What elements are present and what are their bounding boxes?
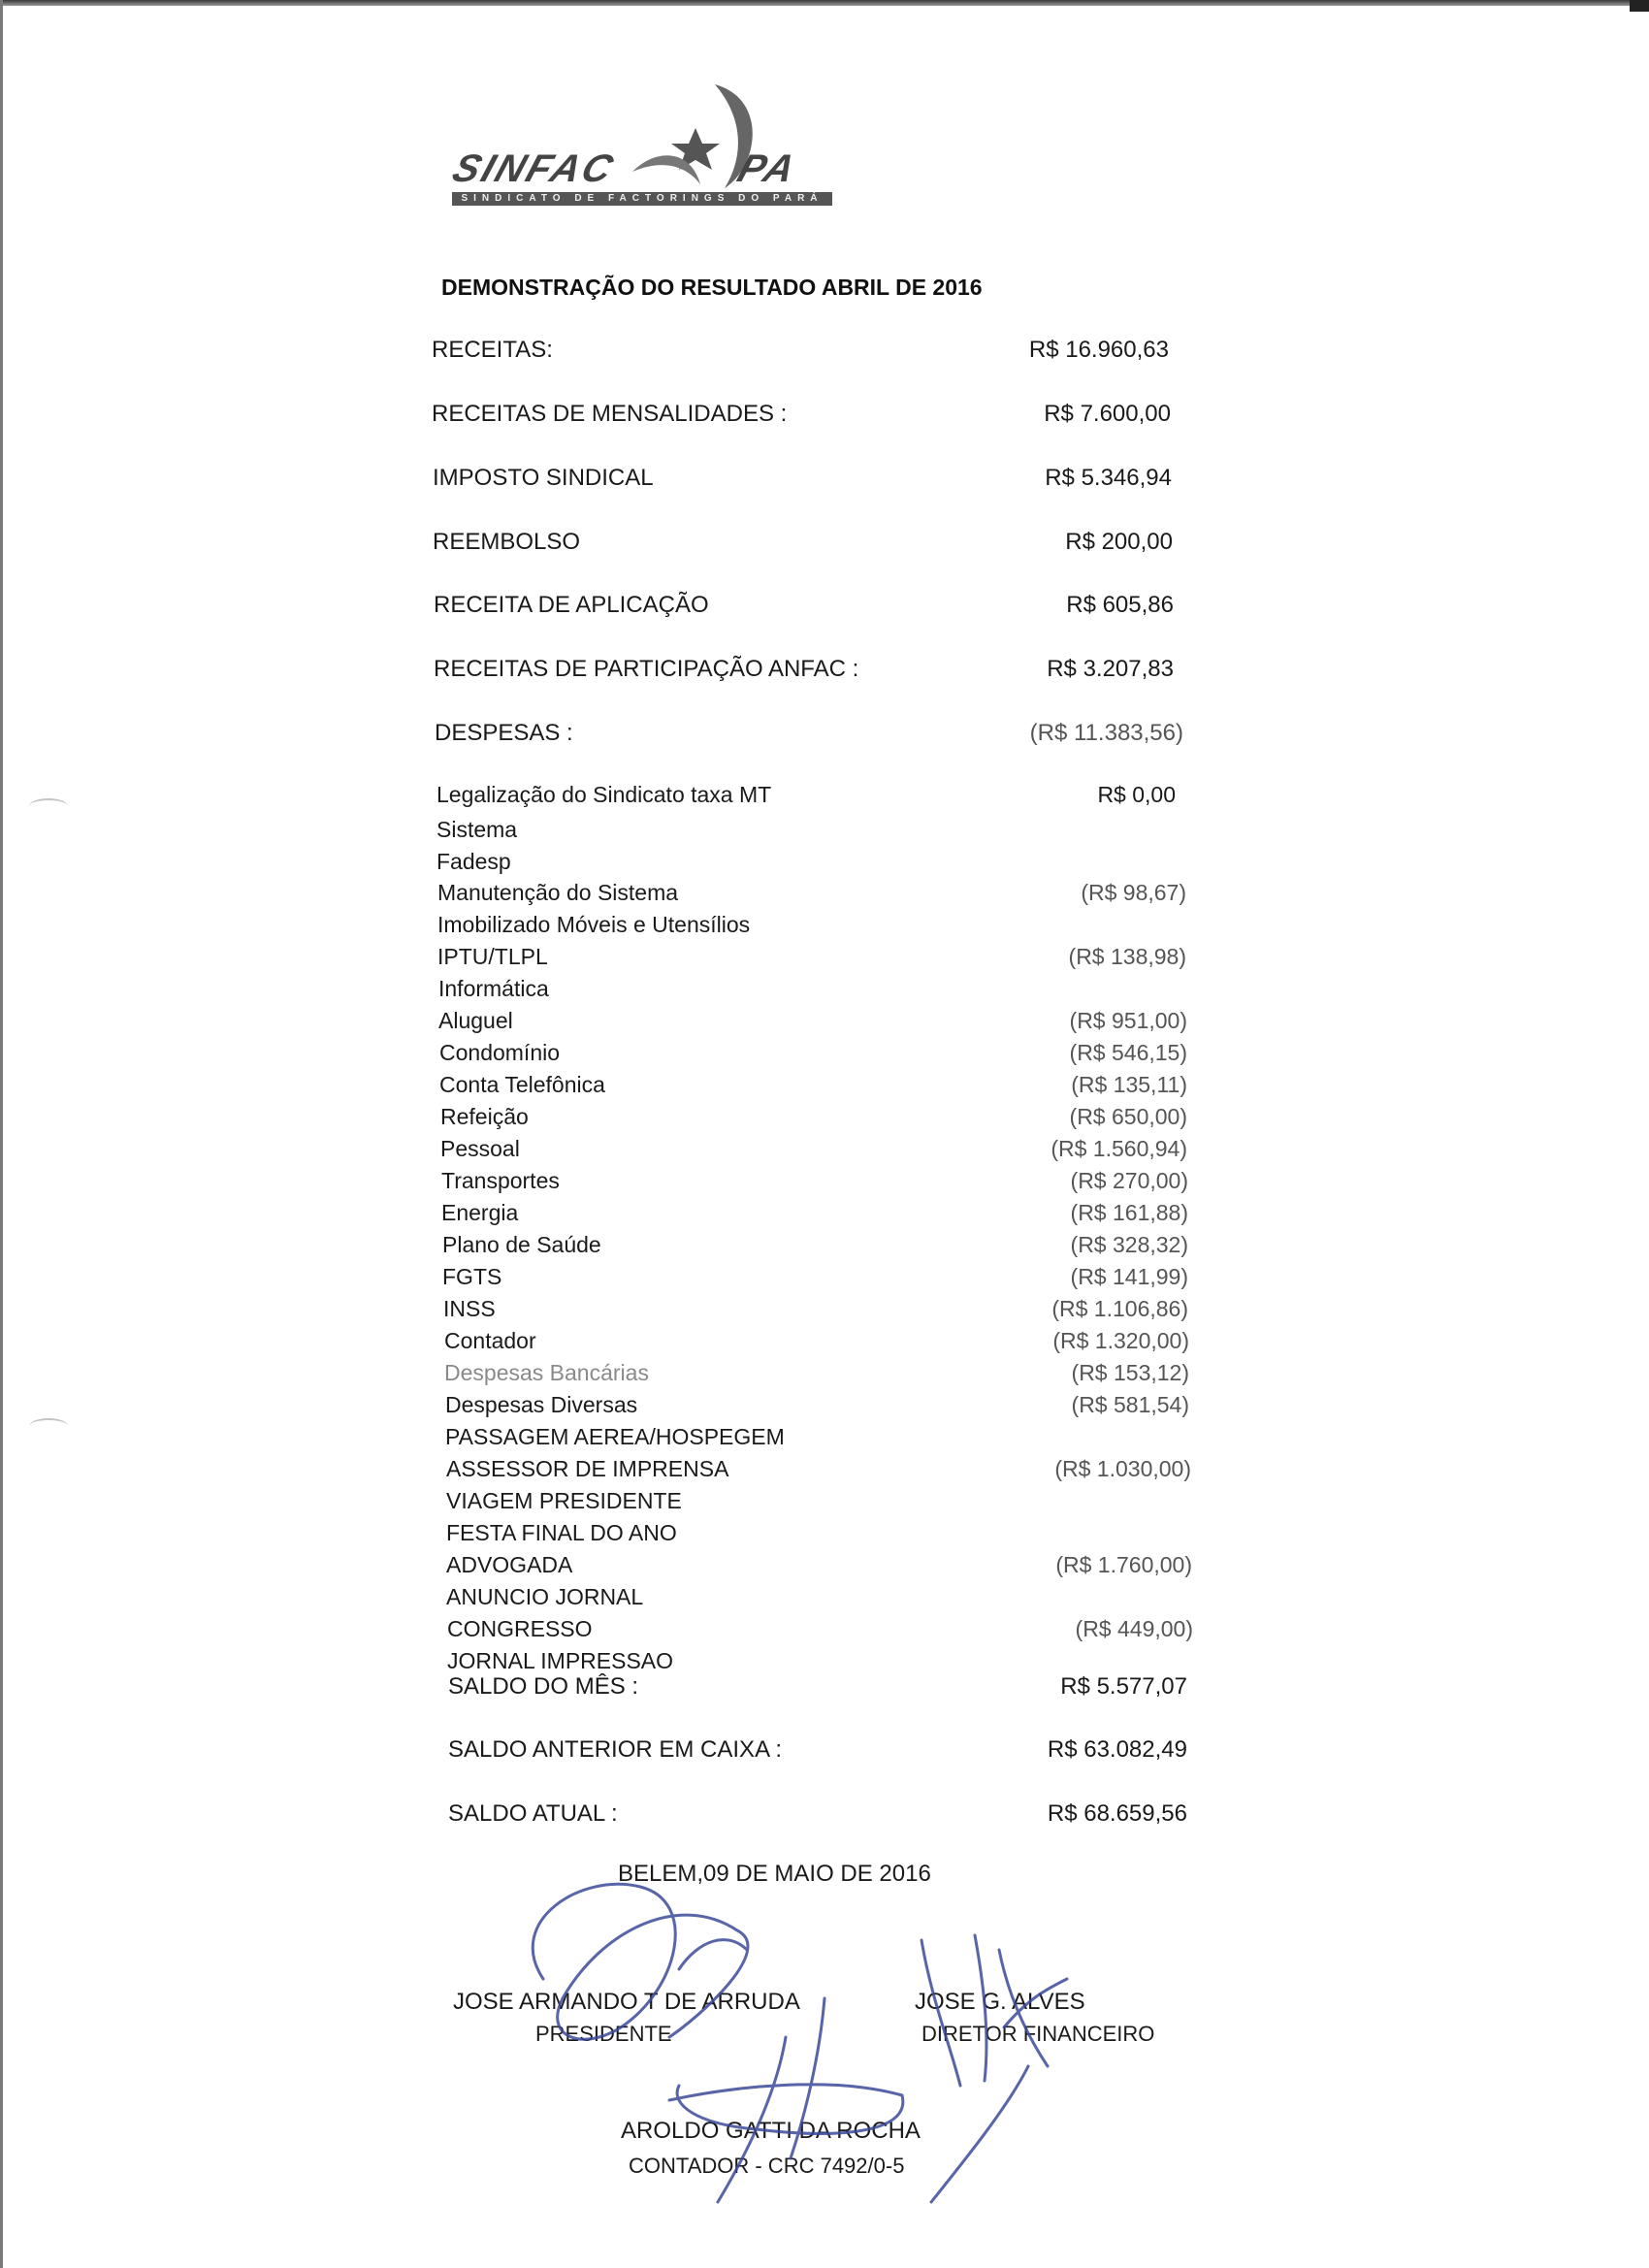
expense-row <box>436 814 1185 845</box>
scan-corner <box>1630 0 1649 12</box>
row-value: (R$ 1.560,94) <box>1051 1136 1187 1161</box>
row-label: Conta Telefônica <box>439 1072 605 1097</box>
expense-row <box>436 779 1176 810</box>
row-label: SALDO ATUAL : <box>448 1800 618 1827</box>
row-label: PASSAGEM AEREA/HOSPEGEM <box>445 1424 785 1449</box>
expense-row <box>445 1421 1189 1452</box>
expense-row <box>445 1389 1189 1420</box>
row-value: (R$ 1.320,00) <box>1052 1328 1189 1353</box>
revenue-row <box>434 589 1174 622</box>
signatory-name-president: JOSE ARMANDO T DE ARRUDA <box>453 1989 800 2015</box>
row-label: ANUNCIO JORNAL <box>446 1584 644 1609</box>
expense-row <box>436 846 1185 877</box>
row-label: SALDO ANTERIOR EM CAIXA : <box>448 1736 783 1763</box>
row-label: Energia <box>441 1200 519 1225</box>
row-label: RECEITAS DE PARTICIPAÇÃO ANFAC : <box>434 656 859 682</box>
row-value: (R$ 1.030,00) <box>1054 1456 1191 1481</box>
row-value: (R$ 138,98) <box>1068 944 1186 969</box>
row-value: (R$ 546,15) <box>1069 1040 1187 1065</box>
expense-row <box>438 973 1187 1004</box>
expense-row <box>447 1613 1193 1644</box>
expense-row <box>442 1261 1188 1292</box>
logo-wordmark-left: SINFAC <box>447 147 621 190</box>
expense-row <box>440 1133 1187 1164</box>
expenses-total-row <box>435 717 1183 750</box>
row-label: ADVOGADA <box>446 1552 573 1577</box>
scan-edge-left <box>0 0 3 2268</box>
row-label: RECEITAS: <box>432 337 553 363</box>
row-label: IPTU/TLPL <box>437 944 548 969</box>
row-value: (R$ 153,12) <box>1071 1360 1189 1385</box>
logo-subtitle: SINDICATO DE FACTORINGS DO PARÁ <box>452 192 832 206</box>
row-value: (R$ 1.106,86) <box>1051 1296 1188 1321</box>
row-label: RECEITAS DE MENSALIDADES : <box>432 401 788 427</box>
expense-row <box>446 1581 1192 1612</box>
row-value: R$ 63.082,49 <box>1047 1736 1187 1763</box>
row-label: SALDO DO MÊS : <box>448 1673 639 1700</box>
row-label: Fadesp <box>436 849 511 874</box>
balance-row-previous <box>448 1733 1187 1766</box>
revenue-row <box>434 653 1174 686</box>
signatory-role-accountant: CONTADOR - CRC 7492/0-5 <box>629 2154 905 2178</box>
row-label: INSS <box>443 1296 496 1321</box>
row-label: Manutenção do Sistema <box>437 880 679 905</box>
row-value: (R$ 141,99) <box>1070 1264 1188 1289</box>
row-value: (R$ 270,00) <box>1070 1168 1188 1193</box>
row-label: Imobilizado Móveis e Utensílios <box>437 912 751 937</box>
signatory-role-president: PRESIDENTE <box>535 2022 672 2046</box>
expense-row <box>444 1357 1189 1388</box>
sinfac-logo <box>447 80 836 204</box>
place-date: BELEM,09 DE MAIO DE 2016 <box>618 1861 931 1887</box>
revenue-row <box>433 526 1173 559</box>
row-label: Legalização do Sindicato taxa MT <box>436 782 772 807</box>
row-value: (R$ 328,32) <box>1070 1232 1188 1257</box>
row-value: (R$ 449,00) <box>1075 1616 1193 1641</box>
expense-row <box>446 1485 1191 1516</box>
row-label: Condomínio <box>439 1040 561 1065</box>
expense-row <box>437 909 1186 940</box>
expense-row <box>438 1005 1187 1036</box>
signature-president <box>533 1884 748 2039</box>
expense-row <box>441 1165 1188 1196</box>
signatory-name-accountant: AROLDO GATTI DA ROCHA <box>621 2118 921 2144</box>
row-label: Refeição <box>440 1104 529 1129</box>
document-title: DEMONSTRAÇÃO DO RESULTADO ABRIL DE 2016 <box>441 275 983 300</box>
punch-hole-mark <box>29 1418 68 1434</box>
row-label: Pessoal <box>440 1136 520 1161</box>
expense-row <box>444 1325 1189 1356</box>
expense-row <box>439 1037 1187 1068</box>
expense-row <box>441 1197 1188 1228</box>
expense-row <box>446 1517 1191 1548</box>
revenue-row <box>432 398 1171 431</box>
row-value: R$ 16.960,63 <box>1028 337 1169 363</box>
row-value: R$ 68.659,56 <box>1047 1800 1187 1827</box>
balance-row-month <box>448 1670 1187 1703</box>
row-label: IMPOSTO SINDICAL <box>433 465 654 491</box>
row-label: DESPESAS : <box>435 720 573 746</box>
row-value: (R$ 951,00) <box>1069 1008 1187 1033</box>
row-value: R$ 0,00 <box>1097 782 1176 807</box>
expense-row <box>442 1229 1188 1260</box>
expense-row <box>446 1549 1192 1580</box>
row-value: (R$ 581,54) <box>1071 1392 1189 1417</box>
row-label: FESTA FINAL DO ANO <box>446 1520 677 1545</box>
row-label: FGTS <box>442 1264 502 1289</box>
row-label: Plano de Saúde <box>442 1232 601 1257</box>
row-label: CONGRESSO <box>447 1616 593 1641</box>
row-value: (R$ 161,88) <box>1070 1200 1188 1225</box>
row-label: REEMBOLSO <box>433 529 581 555</box>
row-label: Informática <box>438 976 549 1001</box>
expense-row <box>446 1453 1191 1484</box>
row-value: R$ 605,86 <box>1066 592 1174 618</box>
punch-hole-mark <box>29 798 68 814</box>
row-label: JORNAL IMPRESSAO <box>447 1648 674 1673</box>
row-value: (R$ 11.383,56) <box>1029 720 1183 746</box>
expense-row <box>437 941 1186 972</box>
row-label: Contador <box>444 1328 536 1353</box>
row-value: (R$ 650,00) <box>1069 1104 1187 1129</box>
revenue-total-row <box>432 334 1169 367</box>
row-value: R$ 200,00 <box>1065 529 1173 555</box>
row-label: VIAGEM PRESIDENTE <box>446 1488 682 1513</box>
expense-row <box>437 877 1186 908</box>
row-label: ASSESSOR DE IMPRENSA <box>446 1456 729 1481</box>
signatory-name-financial-director: JOSE G. ALVES <box>915 1989 1085 2015</box>
row-value: R$ 5.346,94 <box>1045 465 1172 491</box>
signatory-role-financial-director: DIRETOR FINANCEIRO <box>922 2022 1155 2046</box>
expense-row <box>439 1069 1187 1100</box>
row-value: R$ 7.600,00 <box>1044 401 1171 427</box>
row-label: Transportes <box>441 1168 560 1193</box>
row-value: R$ 3.207,83 <box>1047 656 1174 682</box>
revenue-row <box>433 462 1172 495</box>
row-label: Despesas Diversas <box>445 1392 638 1417</box>
row-label: Despesas Bancárias <box>444 1360 649 1385</box>
balance-row-current <box>448 1798 1187 1831</box>
row-value: (R$ 135,11) <box>1071 1072 1187 1097</box>
expense-row <box>440 1101 1187 1132</box>
logo-wordmark-right: PA <box>732 147 803 190</box>
row-label: Aluguel <box>438 1008 513 1033</box>
row-label: Sistema <box>436 817 518 842</box>
row-value: R$ 5.577,07 <box>1060 1673 1187 1700</box>
row-label: RECEITA DE APLICAÇÃO <box>434 592 709 618</box>
row-value: (R$ 98,67) <box>1081 880 1186 905</box>
scan-edge-top <box>0 0 1649 6</box>
row-value: (R$ 1.760,00) <box>1055 1552 1192 1577</box>
expense-row <box>443 1293 1188 1324</box>
